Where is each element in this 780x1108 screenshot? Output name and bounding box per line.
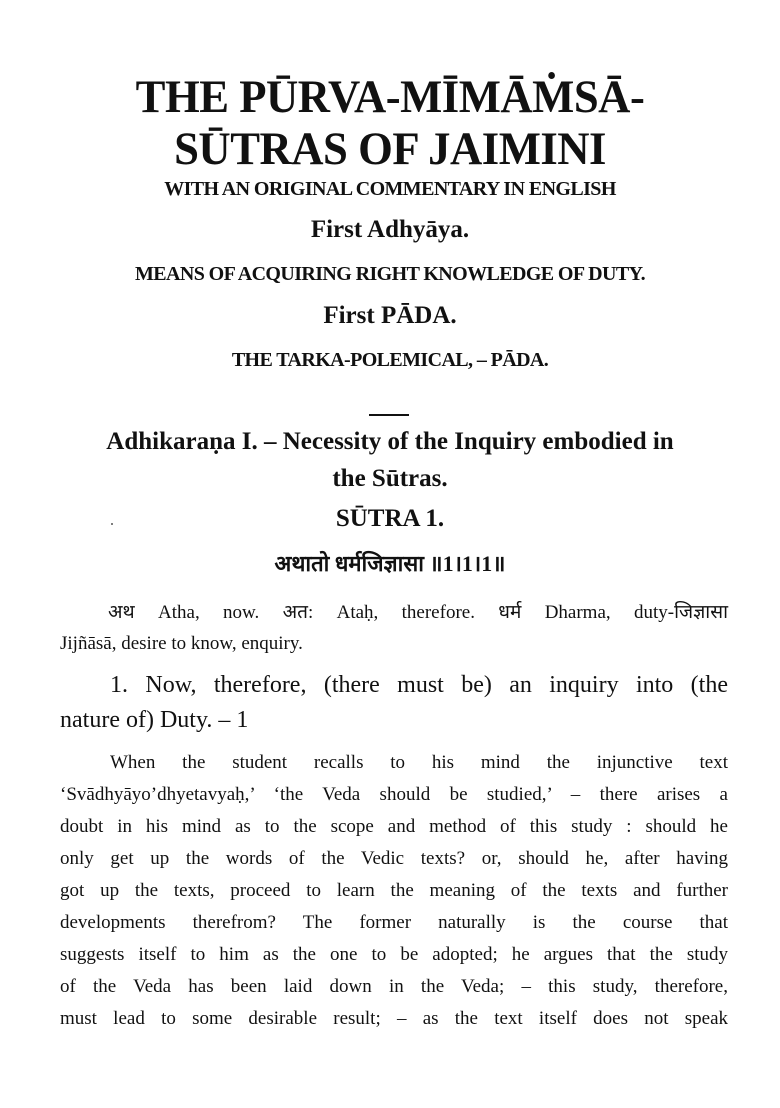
title-line-1: THE PŪRVA-MĪMĀṀSĀ- [135, 71, 645, 123]
adhikarana-heading-line-1: Adhikaraṇa I. – Necessity of the Inquiry embodied in [106, 428, 674, 455]
title-line-2: SŪTRAS OF JAIMINI [174, 123, 606, 175]
adhikarana-heading-line-2: the Sūtras. [332, 465, 448, 492]
adhyaya-subject: MEANS OF ACQUIRING RIGHT KNOWLEDGE OF DUTY. [134, 263, 645, 285]
commentary-line: of the Veda has been laid down in the Veda; – this study, therefore, [60, 976, 728, 997]
pada-heading: First PĀDA. [323, 302, 457, 329]
gloss-line: अथ Atha, now. अत: Ataḥ, therefore. धर्म Dharma, duty-जिज्ञासा [108, 602, 728, 623]
commentary-line: must lead to some desirable result; – as the text itself does not speak [60, 1008, 728, 1029]
commentary-line: doubt in his mind as to the scope and method of this study : should he [60, 816, 728, 837]
translation-line: 1. Now, therefore, (there must be) an inquiry into (the [110, 672, 728, 698]
commentary-line: ‘Svādhyāyo’dhyetavyaḥ,’ ‘the Veda should be studied,’ – there arises a [60, 784, 728, 805]
commentary-line: When the student recalls to his mind the injunctive text [110, 752, 728, 773]
sutra-devanagari: अथातो धर्मजिज्ञासा ॥1।1।1॥ [274, 551, 506, 576]
pada-subject: THE TARKA-POLEMICAL, – PĀDA. [231, 349, 549, 371]
subtitle: WITH AN ORIGINAL COMMENTARY IN ENGLISH [164, 178, 616, 200]
commentary-line: suggests itself to him as the one to be adopted; he argues that the study [60, 944, 728, 965]
adhyaya-heading: First Adhyāya. [310, 216, 470, 243]
commentary-line: developments therefrom? The former naturally is the course that [60, 912, 728, 933]
translation-line: nature of) Duty. – 1 [60, 707, 249, 733]
commentary-line: got up the texts, proceed to learn the meaning of the texts and further [60, 880, 728, 901]
divider-rule [369, 414, 409, 416]
sutra-heading: SŪTRA 1. [335, 505, 445, 532]
gloss-line: Jijñāsā, desire to know, enquiry. [60, 633, 303, 654]
commentary-line: only get up the words of the Vedic texts? or, should he, after having [60, 848, 728, 869]
